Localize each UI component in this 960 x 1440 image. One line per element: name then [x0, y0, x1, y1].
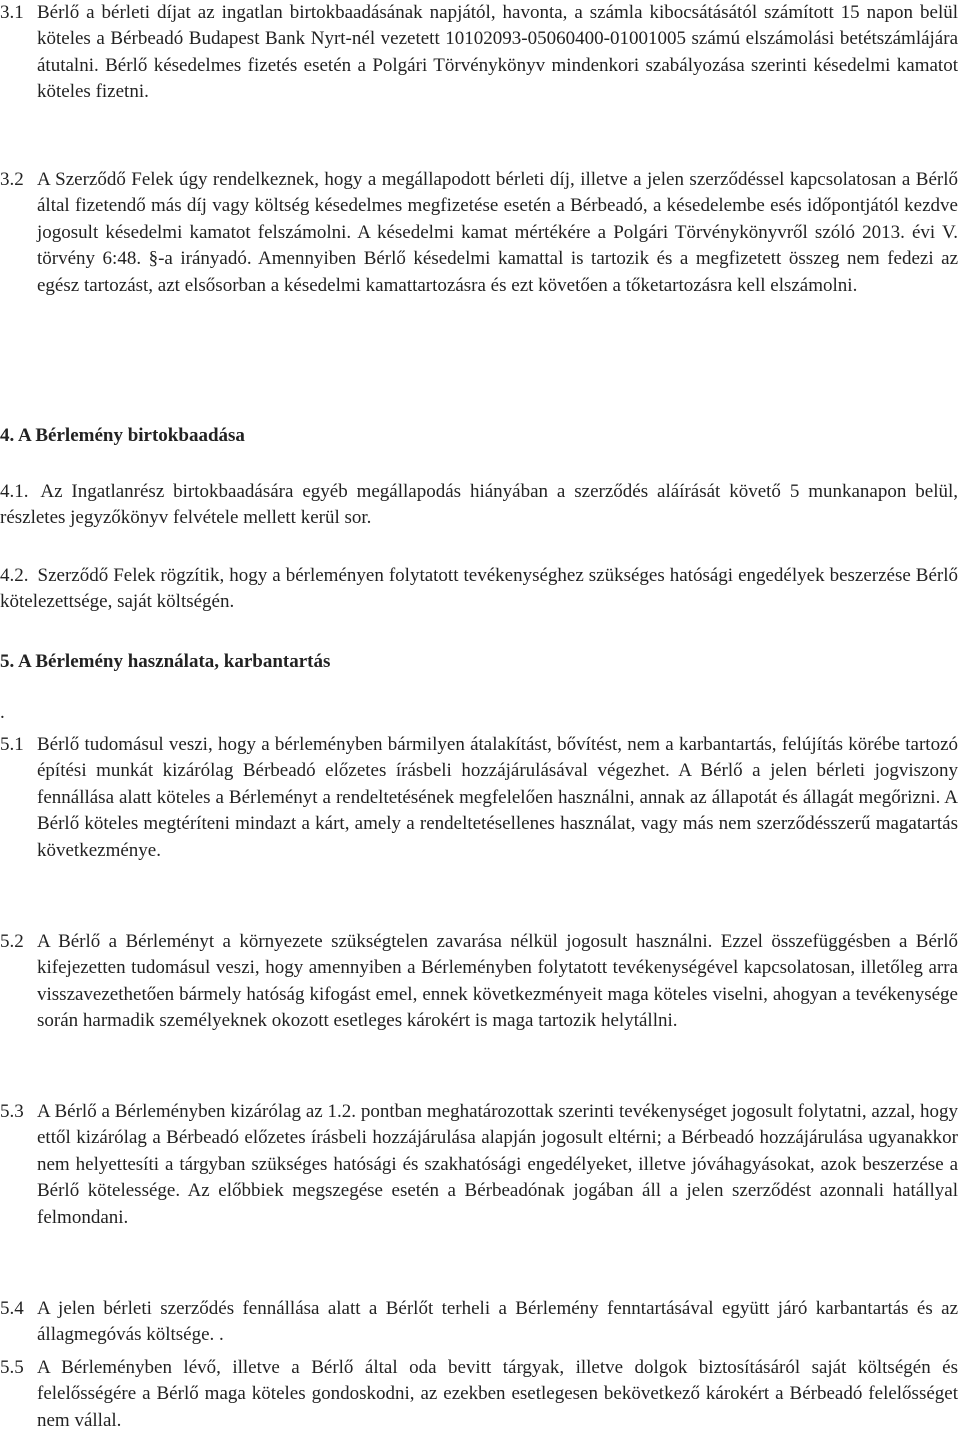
paragraph-number: 4.1. — [0, 481, 29, 502]
paragraph-text: Bérlő tudomásul veszi, hogy a bérleményben bármilyen átalakítást, bővítést, nem a karbantartás, felújítás körébe tartozó építési munkát kizárólag Bérbeadó előzetes írásbeli hozzájárulásával végezhet. A Bérlő a jelen bérleti jogviszony fennállása alatt köteles a Bérleményt a rendeltetésének megfelelően használni, annak az állapotát és állagát megőrizni. A Bérlő köteles megtéríteni mindazt a kárt, amely a rendeltetésellenes használat, vagy más nem szerződésszerű magatartás következménye. — [37, 734, 958, 861]
stray-period: . — [0, 702, 5, 723]
paragraph-text: A jelen bérleti szerződés fennállása alatt a Bérlőt terheli a Bérlemény fenntartásával együtt járó karbantartás és az állagmegóvás költsége. . — [37, 1298, 958, 1346]
paragraph-number: 5.3 — [0, 1101, 24, 1122]
paragraph-5-4 — [0, 1296, 958, 1349]
paragraph-text: A Bérleményben lévő, illetve a Bérlő által oda bevitt tárgyak, illetve dolgok biztosításáról saját költségén és felelősségére a Bérlő maga köteles gondoskodni, az ezekben esetlegesen bekövetkező károkért a Bérbeadó felelősséget nem vállal. — [37, 1357, 958, 1431]
paragraph-number: 5.5 — [0, 1357, 24, 1378]
paragraph-text: A Szerződő Felek úgy rendelkeznek, hogy a megállapodott bérleti díj, illetve a jelen szerződéssel kapcsolatosan a Bérlő által fizetendő más díj vagy költség késedelmes megfizetése esetén a Bérbeadó, a késedelembe esés időpontjától kezdve jogosult késedelmi kamatot felszámolni. A késedelmi kamat mértékére a Polgári Törvénykönyvről szóló 2013. évi V. törvény 6:48. §-a irányadó. Amennyiben Bérlő késedelmi kamattal is tartozik és a megfizetett összeg nem fedezi az egész tartozást, azt elsősorban a késedelmi kamattartozásra és ezt követően a tőketartozásra kell elszámolni. — [37, 169, 958, 296]
section-heading-5: 5. A Bérlemény használata, karbantartás — [0, 651, 331, 672]
paragraph-number: 5.2 — [0, 931, 24, 952]
paragraph-number: 5.1 — [0, 734, 24, 755]
paragraph-4-2 — [0, 563, 958, 616]
paragraph-3-2 — [0, 167, 958, 299]
paragraph-5-5 — [0, 1355, 958, 1434]
paragraph-number: 4.2. — [0, 565, 29, 586]
paragraph-text: Szerződő Felek rögzítik, hogy a bérleményen folytatott tevékenységhez szükséges hatósági engedélyek beszerzése Bérlő kötelezettsége, saját költségén. — [0, 565, 959, 613]
paragraph-number: 5.4 — [0, 1298, 24, 1319]
section-heading-4: 4. A Bérlemény birtokbaadása — [0, 425, 245, 446]
paragraph-number: 3.2 — [0, 169, 24, 190]
paragraph-text: A Bérlő a Bérleményben kizárólag az 1.2. pontban meghatározottak szerinti tevékenységet jogosult folytatni, azzal, hogy ettől kizárólag a Bérbeadó előzetes írásbeli hozzájárulása alapján jogosult eltérni; a Bérbeadó hozzájárulása ugyanakkor nem helyettesíti a tárgyban szükséges hatósági és szakhatósági engedélyeket, illetve jóváhagyásokat, azok beszerzése a Bérlő kötelessége. Az előbbiek megszegése esetén a Bérbeadónak jogában áll a jelen szerződést azonnali hatállyal felmondani. — [37, 1101, 958, 1228]
paragraph-number: 3.1 — [0, 2, 24, 23]
paragraph-3-1 — [0, 0, 958, 106]
paragraph-5-1 — [0, 732, 958, 864]
paragraph-text: Az Ingatlanrész birtokbaadására egyéb megállapodás hiányában a szerződés aláírását követő 5 munkanapon belül, részletes jegyzőkönyv felvétele mellett kerül sor. — [0, 481, 959, 529]
paragraph-text: Bérlő a bérleti díjat az ingatlan birtokbaadásának napjától, havonta, a számla kibocsátásától számított 15 napon belül köteles a Bérbeadó Budapest Bank Nyrt-nél vezetett 10102093-05060400-01001005 számú elszámolási betétszámlájára átutalni. Bérlő késedelmes fizetés esetén a Polgári Törvénykönyv mindenkori szabályozása szerinti késedelmi kamatot köteles fizetni. — [37, 2, 958, 103]
paragraph-5-3 — [0, 1099, 958, 1231]
paragraph-4-1 — [0, 479, 958, 532]
paragraph-text: A Bérlő a Bérleményt a környezete szükségtelen zavarása nélkül jogosult használni. Ezzel összefüggésben a Bérlő kifejezetten tudomásul veszi, hogy amennyiben a Bérleményben folytatott tevékenységével kapcsolatosan, illetőleg arra visszavezethetően bármely hatóság kifogást emel, ennek következményeit maga köteles viselni, ahogyan a tevékenysége során harmadik személyeknek okozott esetleges károkért is maga tartozik helytállni. — [37, 931, 958, 1032]
paragraph-5-2 — [0, 929, 958, 1035]
